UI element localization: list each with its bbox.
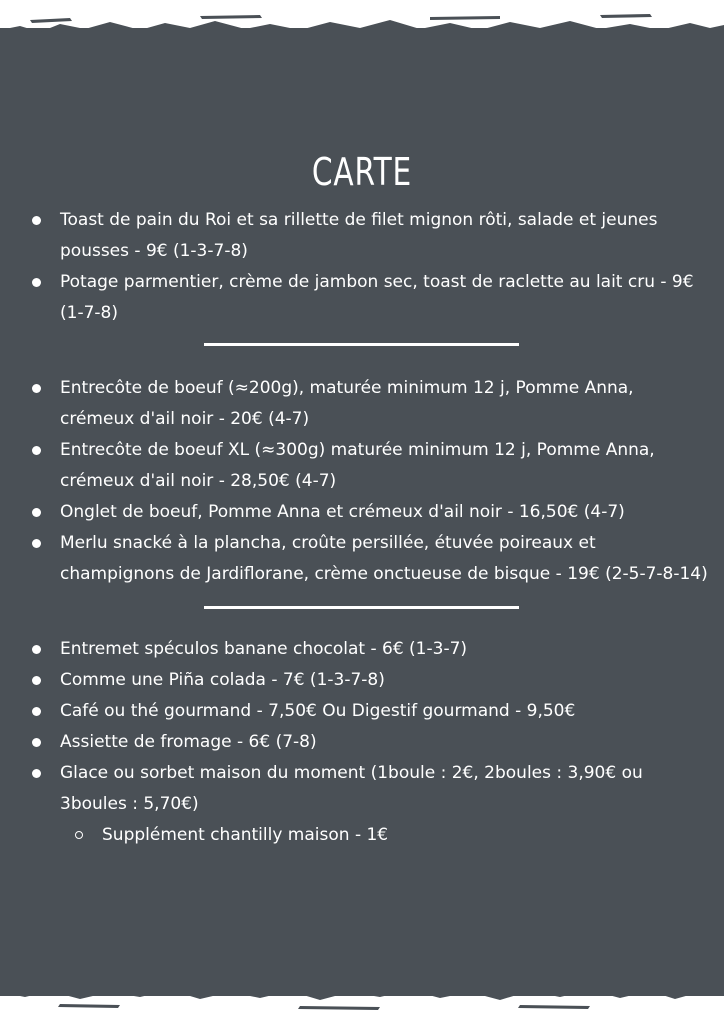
menu-title: CARTE [311,150,413,194]
starters-list [30,205,710,329]
brush-edge-top [0,10,724,50]
list-item: Comme une Piña colada - 7€ (1-3-7-8) [30,665,710,696]
mains-list [30,373,710,590]
list-item: Merlu snacké à la plancha, croûte persillée, étuvée poireaux et champignons de Jardiflorane, crème onctueuse de bisque - 19€ (2-5-7-8-14) [30,528,710,590]
sub-list-item: Supplément chantilly maison - 1€ [30,820,710,851]
list-item: Potage parmentier, crème de jambon sec, toast de raclette au lait cru - 9€ (1-7-8) [30,267,710,329]
list-item: Café ou thé gourmand - 7,50€ Ou Digestif gourmand - 9,50€ [30,696,710,727]
list-item: Glace ou sorbet maison du moment (1boule : 2€, 2boules : 3,90€ ou 3boules : 5,70€) [30,758,710,820]
list-item: Entremet spéculos banane chocolat - 6€ (1-3-7) [30,634,710,665]
section-divider [204,606,519,609]
section-divider [204,343,519,346]
list-item: Onglet de boeuf, Pomme Anna et crémeux d'ail noir - 16,50€ (4-7) [30,497,710,528]
list-item: Assiette de fromage - 6€ (7-8) [30,727,710,758]
desserts-list [30,634,710,820]
list-item: Entrecôte de boeuf (≈200g), maturée minimum 12 j, Pomme Anna, crémeux d'ail noir - 20€ (4-7) [30,373,710,435]
list-item: Toast de pain du Roi et sa rillette de filet mignon rôti, salade et jeunes pousses - 9€ (1-3-7-8) [30,205,710,267]
list-item: Entrecôte de boeuf XL (≈300g) maturée minimum 12 j, Pomme Anna, crémeux d'ail noir - 28,50€ (4-7) [30,435,710,497]
dessert-sub-list [30,820,710,851]
brush-edge-bottom [0,974,724,1014]
menu-list [30,205,710,851]
